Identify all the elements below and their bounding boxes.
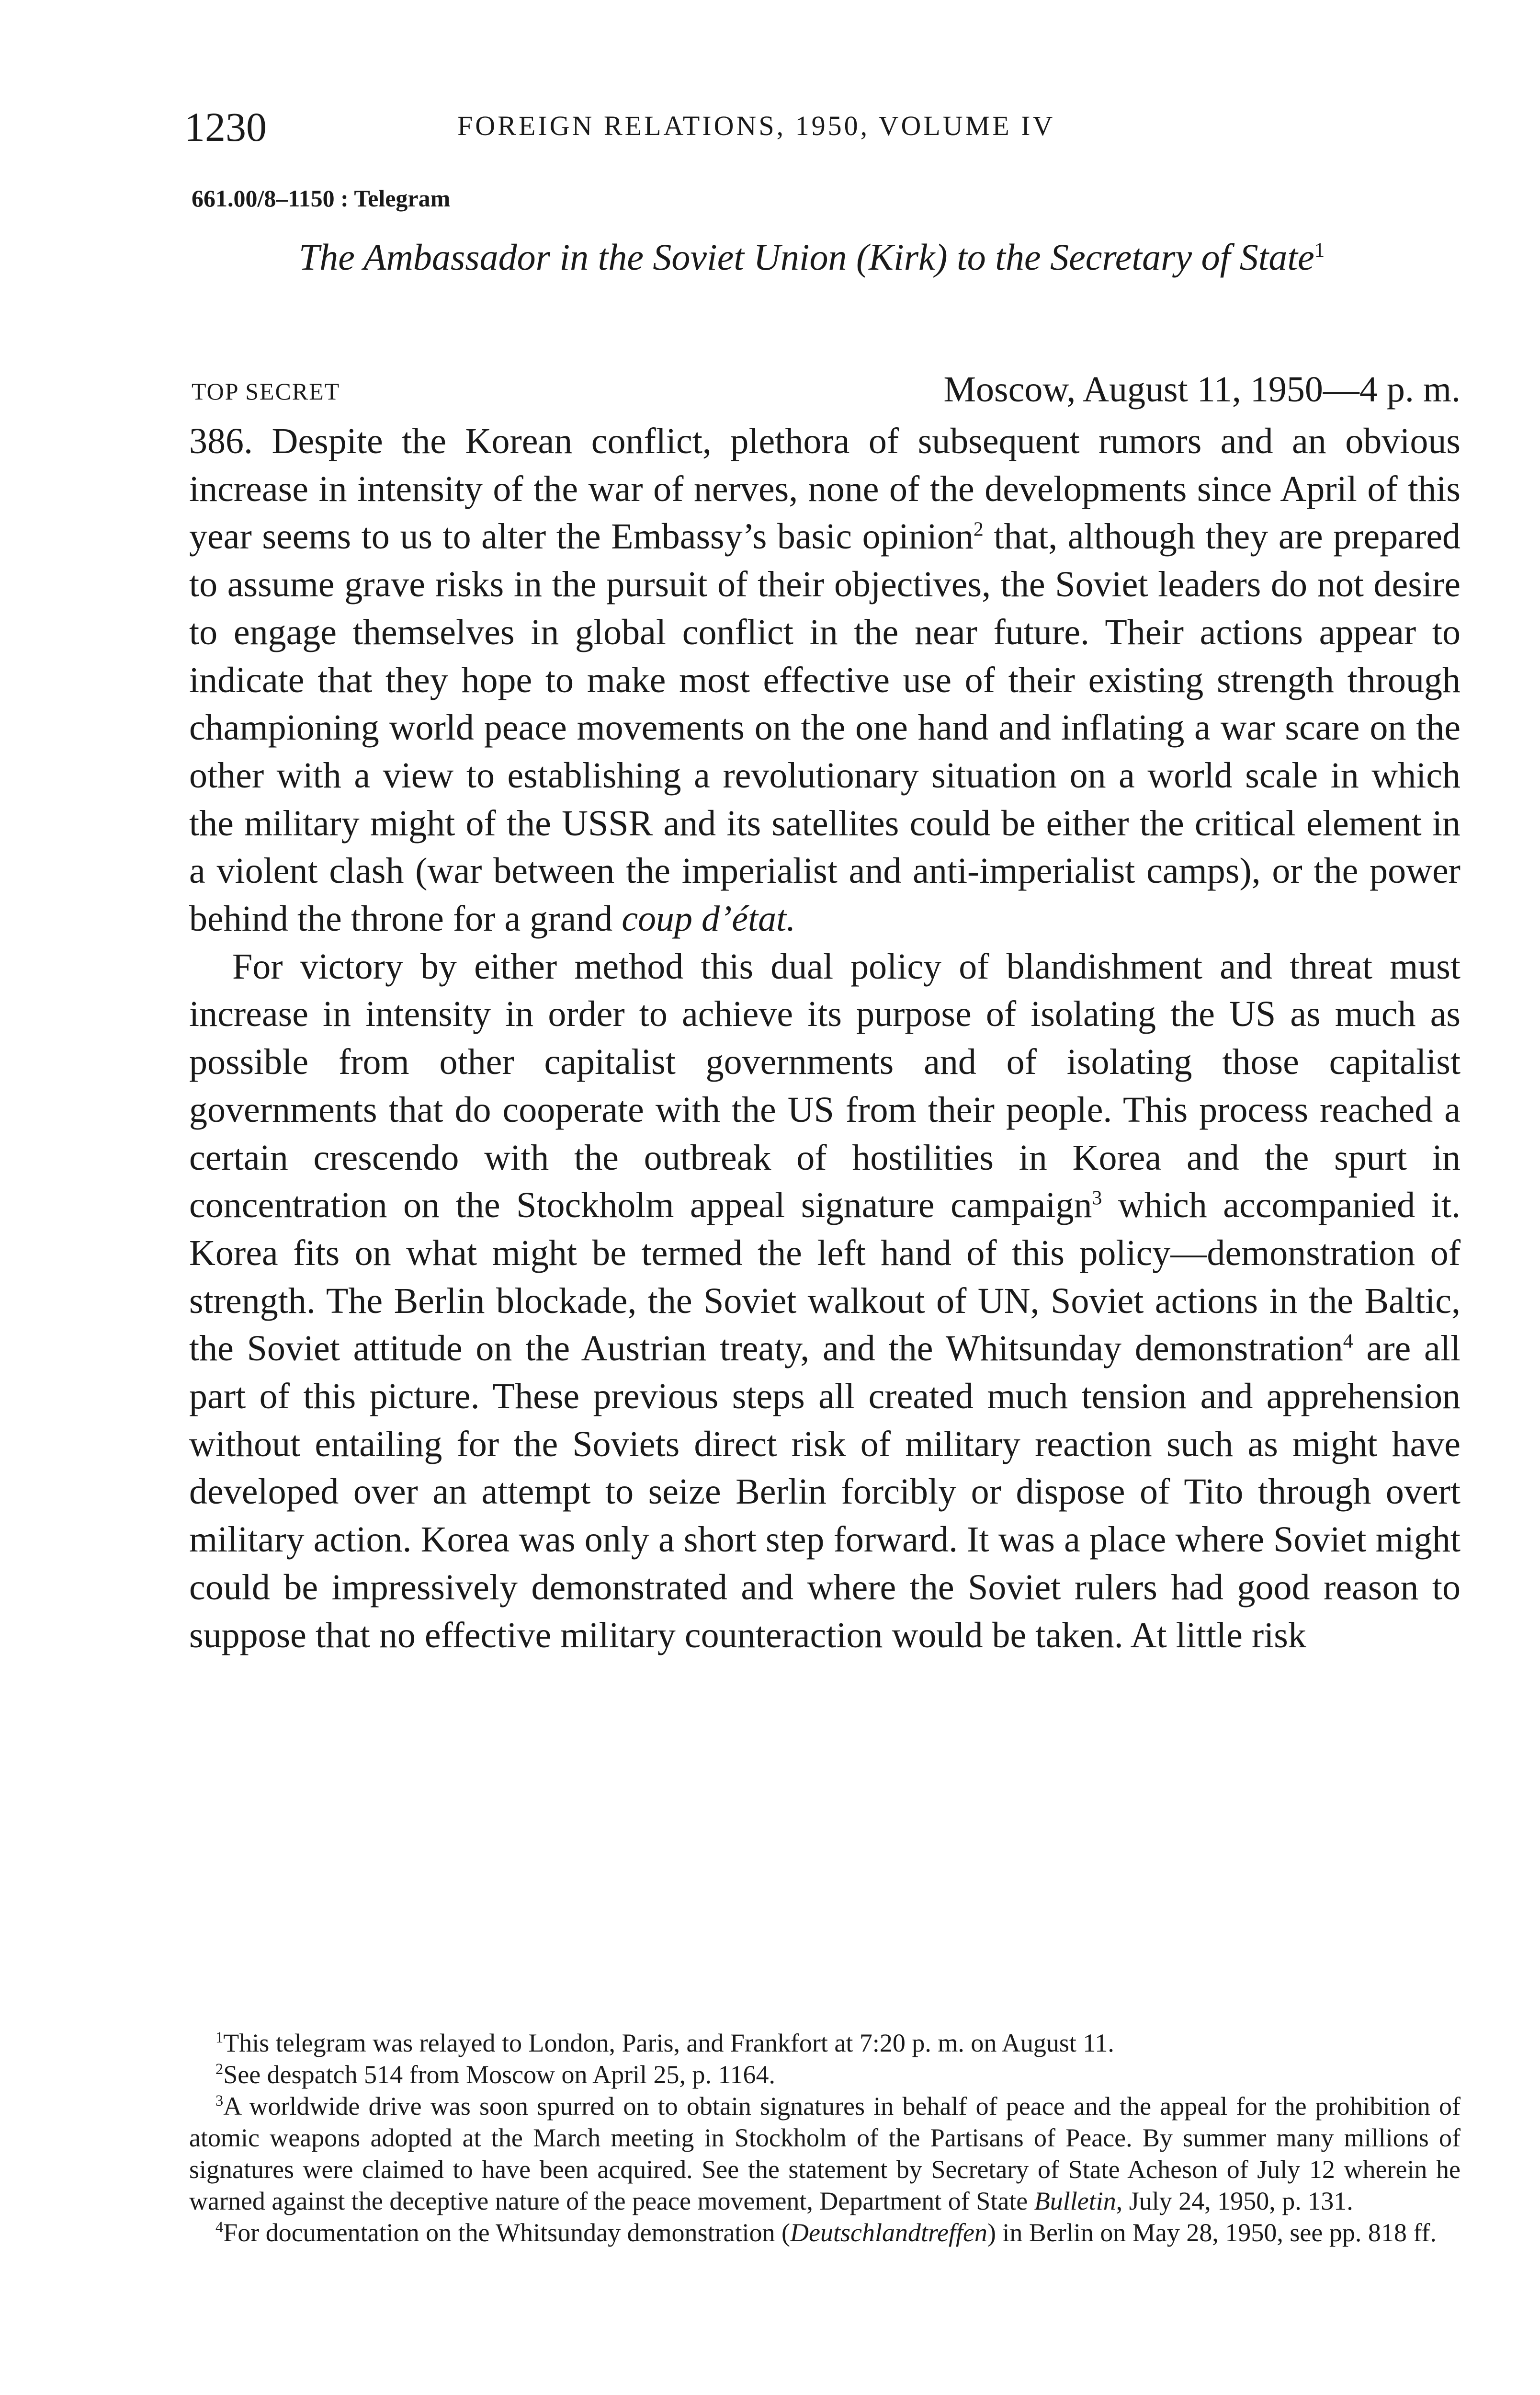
- paragraph-1-text-a: 386. Despite the Korean conflict, plethora of subsequent rumors and an obvious increase in intensity of the war of nerves, none of the developments since April of this year seems to us to alter the Embassy’s basic opinion: [189, 421, 1461, 557]
- footnote-ref-3: 3: [1092, 1187, 1102, 1209]
- footnote-ref-2: 2: [973, 519, 984, 541]
- footnote-text: See despatch 514 from Moscow on April 25, p. 1164.: [223, 2060, 776, 2089]
- paragraph-1-text-b: that, although they are prepared to assume grave risks in the pursuit of their objectives, the Soviet leaders do not desire to engage themselves in global conflict in the near future. Their actions appear to indicate that they hope to make most effective use of their existing strength through championing world peace movements on the one hand and inflating a war scare on the other with a view to establishing a revolutionary situation on a world scale in which the military might of the USSR and its satellites could be either the critical element in a violent clash (war between the imperialist and anti-imperialist camps), or the power behind the throne for a grand: [189, 516, 1461, 939]
- footnote-2: [189, 2059, 1461, 2090]
- footnote-number: 4: [215, 2219, 224, 2236]
- running-head: FOREIGN RELATIONS, 1950, VOLUME IV: [457, 110, 1055, 141]
- paragraph-2-text-c: are all part of this picture. These previous steps all created much tension and apprehension without entailing for the Soviets direct risk of military reaction such as might have developed over an attempt to seize Berlin forcibly or dispose of Tito through overt military action. Korea was only a short step forward. It was a place where Soviet might could be impressively demonstrated and where the Soviet rulers had good reason to suppose that no effective military counteraction would be taken. At little risk: [189, 1328, 1461, 1655]
- title-footnote-ref: 1: [1314, 239, 1325, 262]
- document-id: 661.00/8–1150 : Telegram: [192, 185, 451, 212]
- footnote-text: For documentation on the Whitsunday demonstration (: [223, 2218, 791, 2247]
- paragraph-2: [189, 943, 1461, 1660]
- paragraph-2-text-a: For victory by either method this dual policy of blandishment and threat must increase in intensity in order to achieve its purpose of isolating the US as much as possible from other capitalist governments and of isolating those capitalist governments that do cooperate with the US from their people. This process reached a certain crescendo with the outbreak of hostilities in Korea and the spurt in concentration on the Stockholm appeal signature campaign: [189, 946, 1461, 1226]
- footnote-ref-4: 4: [1343, 1331, 1353, 1353]
- page-number: 1230: [184, 104, 267, 150]
- dateline: Moscow, August 11, 1950—4 p. m.: [943, 369, 1461, 410]
- footnote-3: [189, 2090, 1461, 2217]
- paragraph-1: [189, 418, 1461, 943]
- footnote-number: 1: [215, 2029, 224, 2046]
- paragraph-1-italic: coup d’état.: [622, 899, 796, 939]
- footnotes: [189, 2027, 1461, 2248]
- paragraph-2-text-b: which accompanied it. Korea fits on what might be termed the left hand of this policy—demonstration of strength. The Berlin blockade, the Soviet walkout of UN, Soviet actions in the Baltic, the Soviet attitude on the Austrian treaty, and the Whitsunday demonstration: [189, 1185, 1461, 1369]
- footnote-text: ) in Berlin on May 28, 1950, see pp. 818 ff.: [987, 2218, 1437, 2247]
- footnote-number: 2: [215, 2061, 224, 2078]
- dateline-row: [192, 369, 1461, 417]
- footnote-italic: Bulletin: [1034, 2187, 1116, 2215]
- classification-label: TOP SECRET: [192, 378, 340, 405]
- footnote-4: [189, 2217, 1461, 2248]
- document-title: [158, 232, 1465, 282]
- title-text: The Ambassador in the Soviet Union (Kirk) to the Secretary of State: [298, 236, 1314, 278]
- footnote-text: This telegram was relayed to London, Paris, and Frankfort at 7:20 p. m. on August 11.: [223, 2029, 1114, 2057]
- page-header: [184, 103, 1468, 160]
- footnote-text: A worldwide drive was soon spurred on to obtain signatures in behalf of peace and the appeal for the prohibition of atomic weapons adopted at the March meeting in Stockholm of the Partisans of Peace. By summer many millions of signatures were claimed to have been acquired. See the statement by Secretary of State Acheson of July 12 wherein he warned against the deceptive nature of the peace movement, Department of State: [189, 2092, 1461, 2215]
- footnote-text: , July 24, 1950, p. 131.: [1116, 2187, 1353, 2215]
- footnote-1: [189, 2027, 1461, 2059]
- footnote-number: 3: [215, 2092, 224, 2110]
- footnote-italic: Deutschlandtreffen: [790, 2218, 987, 2247]
- telegram-body: [189, 418, 1461, 1659]
